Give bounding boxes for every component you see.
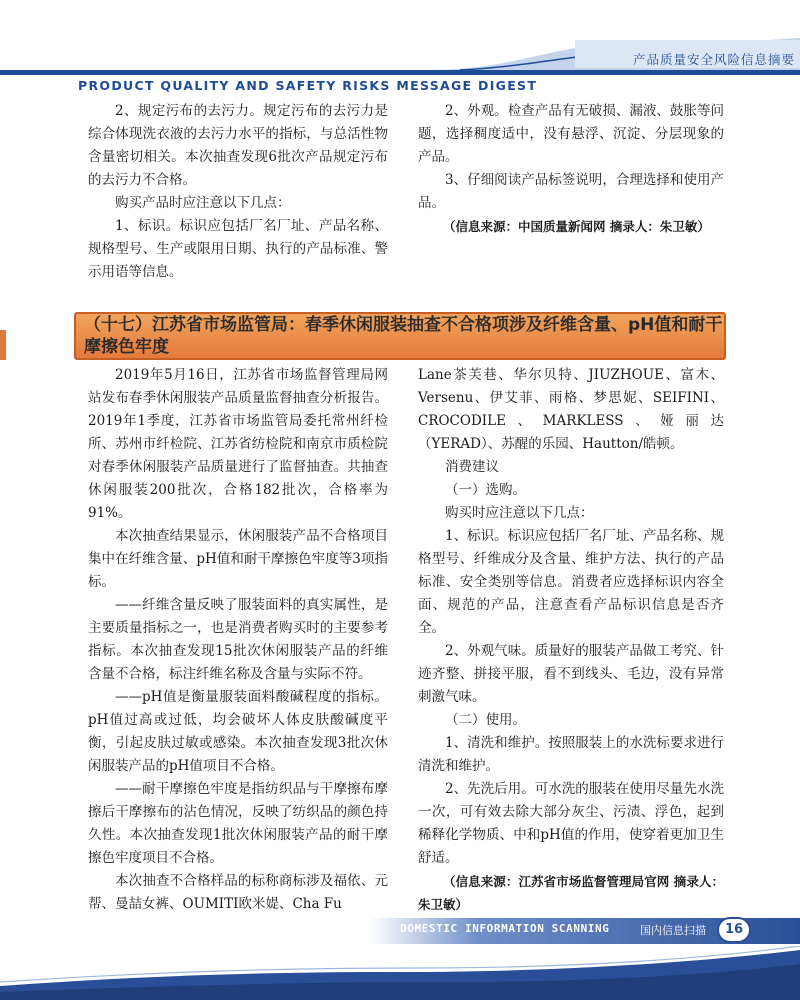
header-english-title: PRODUCT QUALITY AND SAFETY RISKS MESSAGE DIGEST bbox=[78, 78, 538, 93]
paragraph: 购买产品时应注意以下几点： bbox=[115, 195, 291, 211]
footer-english-label: DOMESTIC INFORMATION SCANNING bbox=[400, 922, 610, 935]
paragraph: ——纤维含量反映了服装面料的真实属性，是主要质量指标之一，也是消费者购买时的主要参考指标。本次抽查发现15批次休闲服装产品的纤维含量不合格，标注纤维名称及含量与实际不符。 bbox=[88, 597, 388, 682]
article-right-column bbox=[418, 364, 724, 916]
paragraph: 购买时应注意以下几点： bbox=[445, 505, 594, 521]
article-left-column bbox=[88, 364, 388, 916]
side-tab-marker bbox=[0, 330, 6, 360]
paragraph: 1、清洗和维护。按照服装上的水洗标要求进行清洗和维护。 bbox=[418, 735, 724, 774]
section-title: （十七）江苏省市场监管局：春季休闲服装抽查不合格项涉及纤维含量、pH值和耐干摩擦色牢度 bbox=[84, 315, 723, 357]
paragraph: 2、外观气味。质量好的服装产品做工考究、针迹齐整、拼接平服，看不到线头、毛边，没有异常刺激气味。 bbox=[418, 643, 724, 705]
page-number: 16 bbox=[717, 917, 751, 943]
prev-article-right-column bbox=[418, 100, 724, 238]
source-credit: （信息来源：中国质量新闻网 摘录人：朱卫敏） bbox=[443, 219, 710, 234]
paragraph: 本次抽查结果显示，休闲服装产品不合格项目集中在纤维含量、pH值和耐干摩擦色牢度等3项指标。 bbox=[88, 528, 388, 590]
paragraph: 2、外观。检查产品有无破损、漏液、鼓胀等问题，选择稠度适中，没有悬浮、沉淀、分层现象的产品。 bbox=[418, 103, 724, 165]
header-chinese-title: 产品质量安全风险信息摘要 bbox=[632, 52, 795, 67]
paragraph: 本次抽查不合格样品的标称商标涉及福依、元帮、曼喆女裤、OUMITI欧米媞、Cha Fu bbox=[88, 873, 388, 912]
paragraph: 消费建议 bbox=[445, 459, 499, 475]
paragraph: 2019年5月16日，江苏省市场监督管理局网站发布春季休闲服装产品质量监督抽查分析报告。2019年1季度，江苏省市场监管局委托常州纤检所、苏州市纤检院、江苏省纺检院和南京市质检院对春季休闲服装产品质量进行了监督抽查。共抽查休闲服装200批次，合格182批次，合格率为91%。 bbox=[88, 367, 388, 521]
paragraph: （一）选购。 bbox=[445, 482, 526, 498]
source-credit: （信息来源：江苏省市场监督管理局官网 摘录人：朱卫敏） bbox=[418, 874, 724, 912]
paragraph: ——耐干摩擦色牢度是指纺织品与干摩擦布摩擦后干摩擦布的沾色情况，反映了纺织品的颜色持久性。本次抽查发现1批次休闲服装产品的耐干摩擦色牢度项目不合格。 bbox=[88, 781, 388, 866]
paragraph: 3、仔细阅读产品标签说明，合理选择和使用产品。 bbox=[418, 172, 724, 211]
footer-wave-graphic bbox=[0, 946, 800, 1000]
header-rule bbox=[0, 70, 800, 75]
paragraph: （二）使用。 bbox=[445, 712, 526, 728]
paragraph: ——pH值是衡量服装面料酸碱程度的指标。pH值过高或过低，均会破坏人体皮肤酸碱度平衡，引起皮肤过敏或感染。本次抽查发现3批次休闲服装产品的pH值项目不合格。 bbox=[88, 689, 388, 774]
prev-article-left-column bbox=[88, 100, 388, 284]
paragraph: 2、先洗后用。可水洗的服装在使用尽量先水洗一次，可有效去除大部分灰尘、污渍、浮色，起到稀释化学物质、中和pH值的作用，使穿着更加卫生舒适。 bbox=[418, 781, 724, 866]
paragraph: 2、规定污布的去污力。规定污布的去污力是综合体现洗衣液的去污力水平的指标，与总活性物含量密切相关。本次抽查发现6批次产品规定污布的去污力不合格。 bbox=[88, 103, 388, 188]
footer-chinese-label: 国内信息扫描 bbox=[640, 924, 706, 937]
paragraph: Lane茶芙巷、华尔贝特、JIUZHOUE、富木、Versenu、伊艾菲、雨格、梦思妮、SEIFINI、CROCODILE、MARKLESS、娅丽达（YERAD）、苏醒的乐园、Hautton/皓顿。 bbox=[418, 367, 724, 452]
paragraph: 1、标识。标识应包括厂名厂址、产品名称、规格型号、纤维成分及含量、维护方法、执行的产品标准、安全类别等信息。消费者应选择标识内容全面、规范的产品，注意查看产品标识信息是否齐全。 bbox=[418, 528, 724, 636]
paragraph: 1、标识。标识应包括厂名厂址、产品名称、规格型号、生产或限用日期、执行的产品标准、警示用语等信息。 bbox=[88, 218, 388, 280]
